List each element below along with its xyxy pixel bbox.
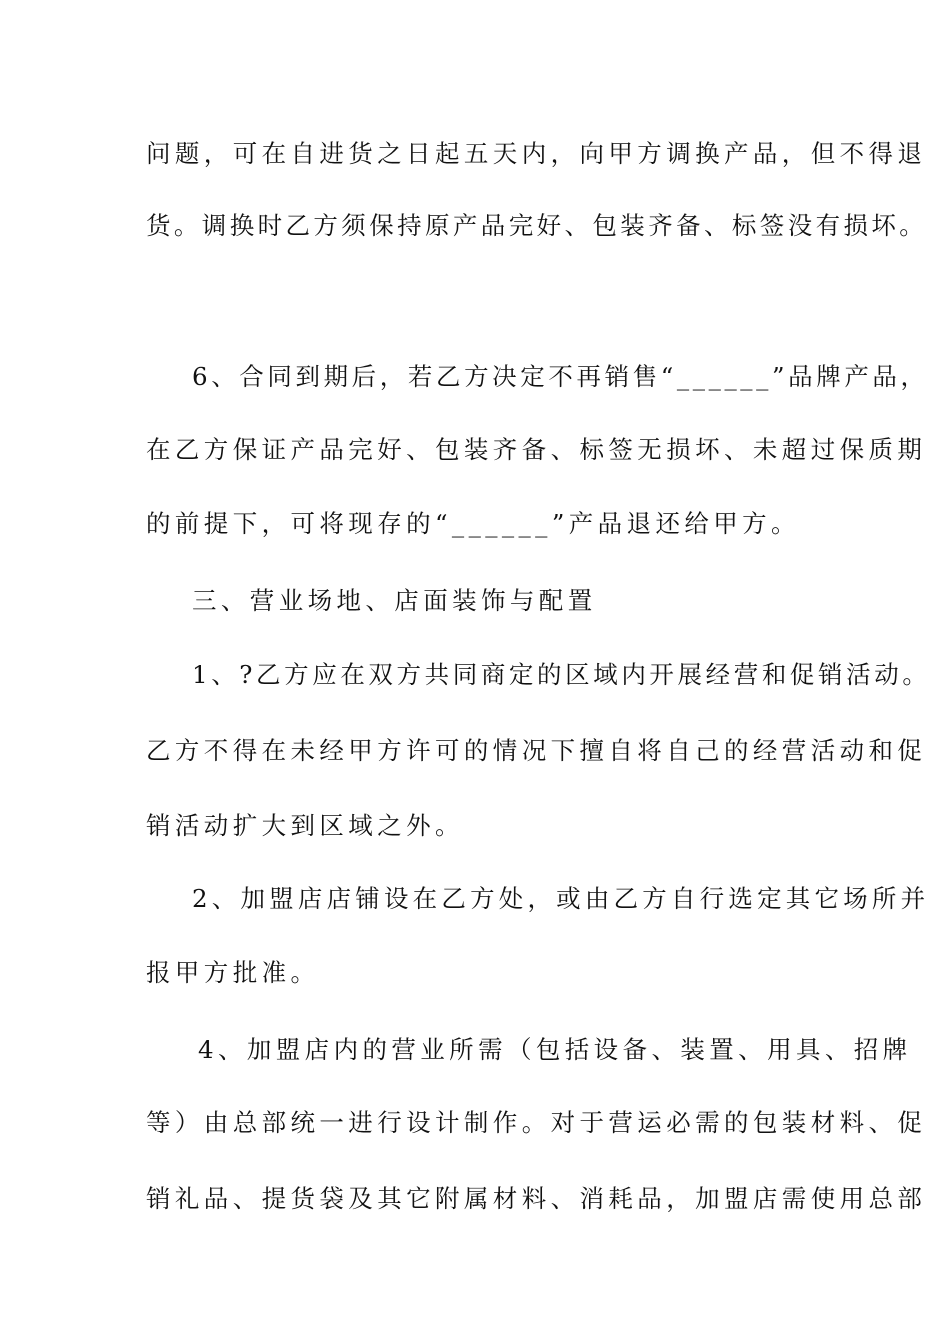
text-line: 乙方不得在未经甲方许可的情况下擅自将自己的经营活动和促 bbox=[146, 736, 927, 765]
text-line: 销活动扩大到区域之外。 bbox=[146, 811, 464, 840]
paragraph-1-start: 1、?乙方应在双方共同商定的区域内开展经营和促销活动。 bbox=[192, 660, 931, 689]
paragraph-2-start: 2、加盟店店铺设在乙方处，或由乙方自行选定其它场所并 bbox=[192, 884, 930, 913]
text-line: 货。调换时乙方须保持原产品完好、包装齐备、标签没有损坏。 bbox=[146, 211, 928, 240]
paragraph-4-start: 4、加盟店内的营业所需（包括设备、装置、用具、招牌 bbox=[198, 1035, 912, 1064]
text-line: 问题，可在自进货之日起五天内，向甲方调换产品，但不得退 bbox=[146, 139, 927, 168]
text-line: 在乙方保证产品完好、包装齐备、标签无损坏、未超过保质期 bbox=[146, 435, 927, 464]
text-line: 报甲方批准。 bbox=[146, 958, 320, 987]
text-line: 销礼品、提货袋及其它附属材料、消耗品，加盟店需使用总部 bbox=[146, 1184, 927, 1213]
text-line: 的前提下，可将现存的“______”产品退还给甲方。 bbox=[146, 509, 800, 538]
paragraph-6-start: 6、合同到期后，若乙方决定不再销售“______”品牌产品， bbox=[192, 362, 929, 391]
text-line: 等）由总部统一进行设计制作。对于营运必需的包装材料、促 bbox=[146, 1108, 927, 1137]
section-heading: 三、营业场地、店面装饰与配置 bbox=[192, 586, 597, 615]
